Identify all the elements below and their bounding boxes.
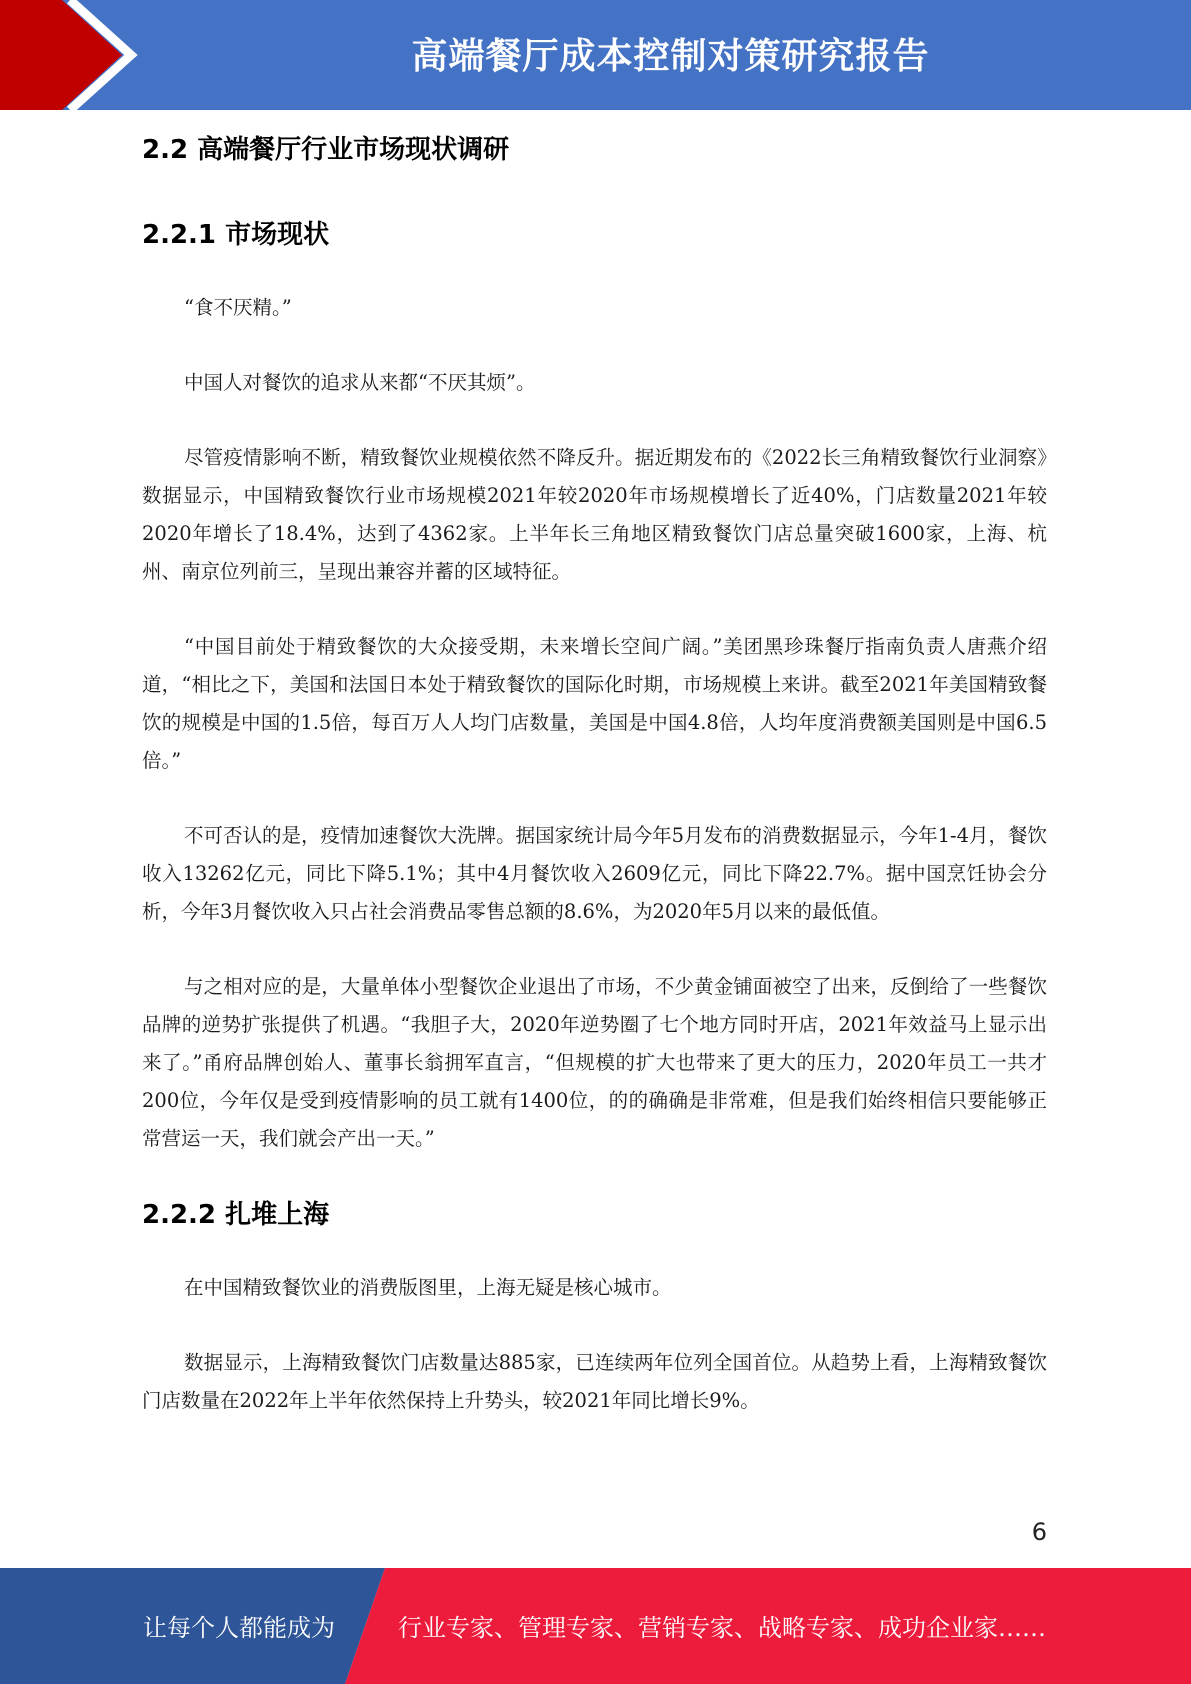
paragraph: 与之相对应的是，大量单体小型餐饮企业退出了市场，不少黄金铺面被空了出来，反倒给了一些餐饮品牌的逆势扩张提供了机遇。“我胆子大，2020年逆势圈了七个地方同时开店，2021年效益马上显示出来了。”甬府品牌创始人、董事长翁拥军直言，“但规模的扩大也带来了更大的压力，2020年员工一共才200位，今年仅是受到疫情影响的员工就有1400位，的的确确是非常难，但是我们始终相信只要能够正常营运一天，我们就会产出一天。” — [142, 975, 1047, 1150]
red-arrow-decoration — [0, 0, 160, 110]
footer-slogan-right: 行业专家、管理专家、营销专家、战略专家、成功企业家…… — [398, 1614, 1046, 1642]
document-body — [142, 130, 1047, 1457]
paragraph: 不可否认的是，疫情加速餐饮大洗牌。据国家统计局今年5月发布的消费数据显示，今年1-4月，餐饮收入13262亿元，同比下降5.1%；其中4月餐饮收入2609亿元，同比下降22.7%。据中国烹饪协会分析，今年3月餐饮收入只占社会消费品零售总额的8.6%，为2020年5月以来的最低值。 — [142, 824, 1047, 923]
footer-banner — [0, 1568, 1191, 1684]
subsection-heading: 2.2.1 市场现状 — [142, 220, 330, 250]
paragraph: “中国目前处于精致餐饮的大众接受期，未来增长空间广阔。”美团黑珍珠餐厅指南负责人唐燕介绍道，“相比之下，美国和法国日本处于精致餐饮的国际化时期，市场规模上来讲。截至2021年美国精致餐饮的规模是中国的1.5倍，每百万人人均门店数量，美国是中国4.8倍，人均年度消费额美国则是中国6.5倍。” — [142, 635, 1047, 772]
report-title: 高端餐厅成本控制对策研究报告 — [411, 36, 930, 77]
header-banner — [0, 0, 1191, 110]
section-heading: 2.2 高端餐厅行业市场现状调研 — [142, 135, 510, 165]
paragraph: “食不厌精。” — [184, 296, 292, 319]
paragraph: 在中国精致餐饮业的消费版图里，上海无疑是核心城市。 — [184, 1276, 672, 1299]
subsection-heading: 2.2.2 扎堆上海 — [142, 1200, 330, 1230]
footer-slogan-left: 让每个人都能成为 — [143, 1614, 335, 1642]
paragraph: 尽管疫情影响不断，精致餐饮业规模依然不降反升。据近期发布的《2022长三角精致餐饮行业洞察》数据显示，中国精致餐饮行业市场规模2021年较2020年市场规模增长了近40%，门店数量2021年较2020年增长了18.4%，达到了4362家。上半年长三角地区精致餐饮门店总量突破1600家，上海、杭州、南京位列前三，呈现出兼容并蓄的区域特征。 — [142, 446, 1047, 583]
page-number: 6 — [1031, 1518, 1047, 1546]
paragraph: 中国人对餐饮的追求从来都“不厌其烦”。 — [184, 371, 536, 394]
paragraph: 数据显示，上海精致餐饮门店数量达885家，已连续两年位列全国首位。从趋势上看，上海精致餐饮门店数量在2022年上半年依然保持上升势头，较2021年同比增长9%。 — [142, 1351, 1047, 1412]
